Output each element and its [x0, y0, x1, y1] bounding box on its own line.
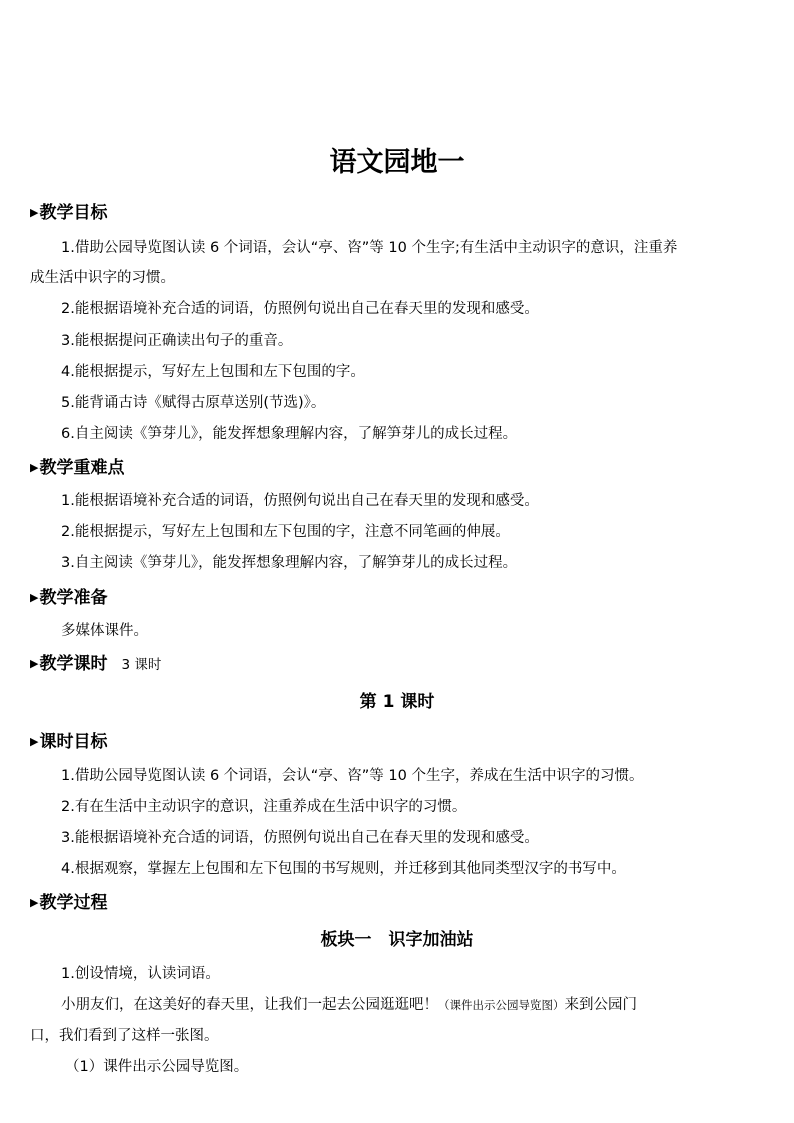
- process-line: （1）课件出示公园导览图。: [65, 1059, 249, 1075]
- goal-line: 6.自主阅读《笋芽儿》，能发挥想象理解内容，了解笋芽儿的成长过程。: [61, 426, 518, 442]
- section-heading-label: 教学重难点: [39, 458, 125, 478]
- section-heading-key-difficulties: [30, 456, 124, 480]
- lesson-title: 第 1 课时: [359, 692, 435, 712]
- lesson-goal-line: 4.根据观察，掌握左上包围和左下包围的书写规则，并迁移到其他同类型汉字的书写中。: [61, 861, 626, 877]
- process-line: [61, 994, 637, 1016]
- goal-line: 2.能根据语境补充合适的词语，仿照例句说出自己在春天里的发现和感受。: [61, 301, 539, 317]
- class-hours-value: 3 课时: [121, 657, 162, 673]
- section-heading-teaching-goals: [30, 201, 107, 225]
- section-heading-label: 教学目标: [39, 203, 108, 223]
- goal-line: 成生活中识字的习惯。: [30, 270, 175, 286]
- triangle-bullet-icon: ▶: [30, 735, 39, 748]
- section-heading-label: 教学准备: [39, 588, 108, 608]
- block-title: 板块一 识字加油站: [320, 930, 474, 950]
- section-heading-teaching-process: [30, 891, 107, 915]
- triangle-bullet-icon: ▶: [30, 591, 39, 604]
- keypoint-line: 2.能根据提示，写好左上包围和左下包围的字，注意不同笔画的伸展。: [61, 524, 510, 540]
- lesson-goal-line: 3.能根据语境补充合适的词语，仿照例句说出自己在春天里的发现和感受。: [61, 830, 539, 846]
- goal-line: 1.借助公园导览图认读 6 个词语，会认“亭、咨”等 10 个生字;有生活中主动识字的意识，注重养: [61, 240, 678, 256]
- triangle-bullet-icon: ▶: [30, 896, 39, 909]
- section-heading-label: 教学课时: [39, 654, 108, 674]
- triangle-bullet-icon: ▶: [30, 206, 39, 219]
- goal-line: 5.能背诵古诗《赋得古原草送别(节选)》。: [61, 395, 326, 411]
- courseware-note: （课件出示公园导览图）: [438, 998, 565, 1012]
- lesson-goal-line: 2.有在生活中主动识字的意识，注重养成在生活中识字的习惯。: [61, 799, 467, 815]
- goal-line: 4.能根据提示，写好左上包围和左下包围的字。: [61, 364, 365, 380]
- goal-line: 3.能根据提问正确读出句子的重音。: [61, 333, 293, 349]
- keypoint-line: 1.能根据语境补充合适的词语，仿照例句说出自己在春天里的发现和感受。: [61, 493, 539, 509]
- preparation-content: 多媒体课件。: [61, 623, 148, 639]
- section-heading-label: 课时目标: [39, 732, 108, 752]
- section-heading-label: 教学过程: [39, 893, 108, 913]
- process-text: 来到公园门: [564, 997, 637, 1013]
- keypoint-line: 3.自主阅读《笋芽儿》，能发挥想象理解内容，了解笋芽儿的成长过程。: [61, 555, 518, 571]
- process-line: 口，我们看到了这样一张图。: [30, 1028, 219, 1044]
- triangle-bullet-icon: ▶: [30, 461, 39, 474]
- section-heading-preparation: [30, 586, 107, 610]
- triangle-bullet-icon: ▶: [30, 657, 39, 670]
- process-text: 小朋友们，在这美好的春天里，让我们一起去公园逛逛吧！: [61, 997, 438, 1013]
- process-line: 1.创设情境，认读词语。: [61, 966, 220, 982]
- page-title: 语文园地一: [329, 147, 465, 178]
- section-heading-class-hours: [30, 652, 161, 677]
- section-heading-lesson-goals: [30, 730, 107, 754]
- lesson-goal-line: 1.借助公园导览图认读 6 个词语，会认“亭、咨”等 10 个生字，养成在生活中识字的习惯。: [61, 768, 644, 784]
